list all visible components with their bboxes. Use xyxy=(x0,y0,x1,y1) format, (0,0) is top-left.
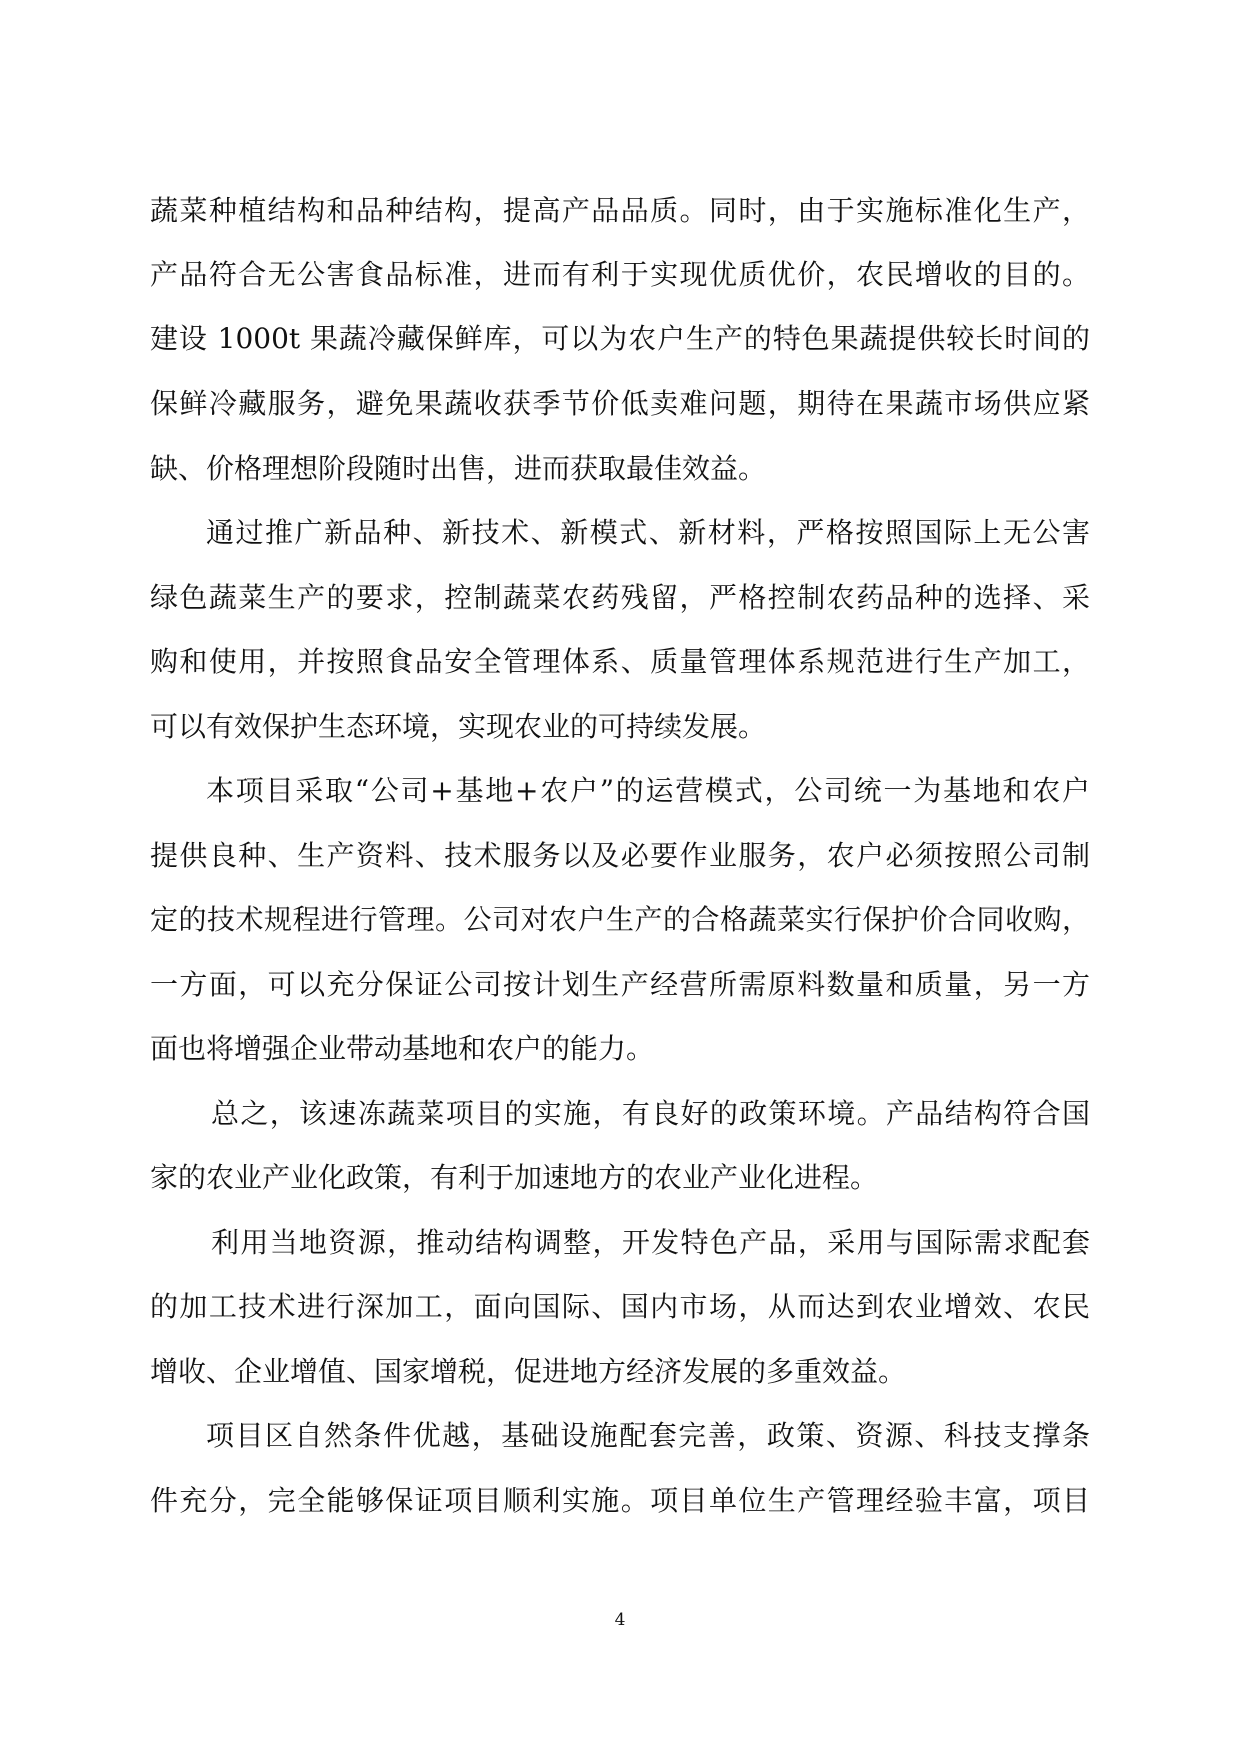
text-line: 可以有效保护生态环境，实现农业的可持续发展。 xyxy=(150,710,767,743)
page-number: 4 xyxy=(614,1610,626,1630)
text-line: 的加工技术进行深加工，面向国际、国内市场，从而达到农业增效、农民 xyxy=(150,1290,1090,1323)
text-line: 蔬菜种植结构和品种结构，提高产品品质。同时，由于实施标准化生产， xyxy=(150,194,1090,227)
text-line: 件充分，完全能够保证项目顺利实施。项目单位生产管理经验丰富，项目 xyxy=(150,1484,1090,1517)
text-line: 定的技术规程进行管理。公司对农户生产的合格蔬菜实行保护价合同收购， xyxy=(150,903,1090,936)
text-line: 总之，该速冻蔬菜项目的实施，有良好的政策环境。产品结构符合国 xyxy=(211,1097,1090,1130)
text-line: 项目区自然条件优越，基础设施配套完善，政策、资源、科技支撑条 xyxy=(206,1419,1090,1452)
text-line: 提供良种、生产资料、技术服务以及必要作业服务，农户必须按照公司制 xyxy=(150,839,1090,872)
text-line: 保鲜冷藏服务，避免果蔬收获季节价低卖难问题，期待在果蔬市场供应紧 xyxy=(150,387,1090,420)
text-line: 家的农业产业化政策，有利于加速地方的农业产业化进程。 xyxy=(150,1161,879,1194)
text-line: 购和使用，并按照食品安全管理体系、质量管理体系规范进行生产加工， xyxy=(150,645,1090,678)
text-line: 一方面，可以充分保证公司按计划生产经营所需原料数量和质量，另一方 xyxy=(150,968,1090,1001)
text-line: 面也将增强企业带动基地和农户的能力。 xyxy=(150,1032,655,1065)
text-line: 增收、企业增值、国家增税，促进地方经济发展的多重效益。 xyxy=(150,1355,907,1388)
text-line: 缺、价格理想阶段随时出售，进而获取最佳效益。 xyxy=(150,452,767,485)
text-line: 绿色蔬菜生产的要求，控制蔬菜农药残留，严格控制农药品种的选择、采 xyxy=(150,581,1090,614)
text-line: 本项目采取“公司+基地+农户”的运营模式，公司统一为基地和农户 xyxy=(206,774,1090,807)
text-line: 产品符合无公害食品标准，进而有利于实现优质优价，农民增收的目的。 xyxy=(150,258,1090,291)
text-line: 建设 1000t 果蔬冷藏保鲜库，可以为农户生产的特色果蔬提供较长时间的 xyxy=(150,322,1090,355)
text-line: 通过推广新品种、新技术、新模式、新材料，严格按照国际上无公害 xyxy=(206,516,1090,549)
text-line: 利用当地资源，推动结构调整，开发特色产品，采用与国际需求配套 xyxy=(211,1226,1090,1259)
